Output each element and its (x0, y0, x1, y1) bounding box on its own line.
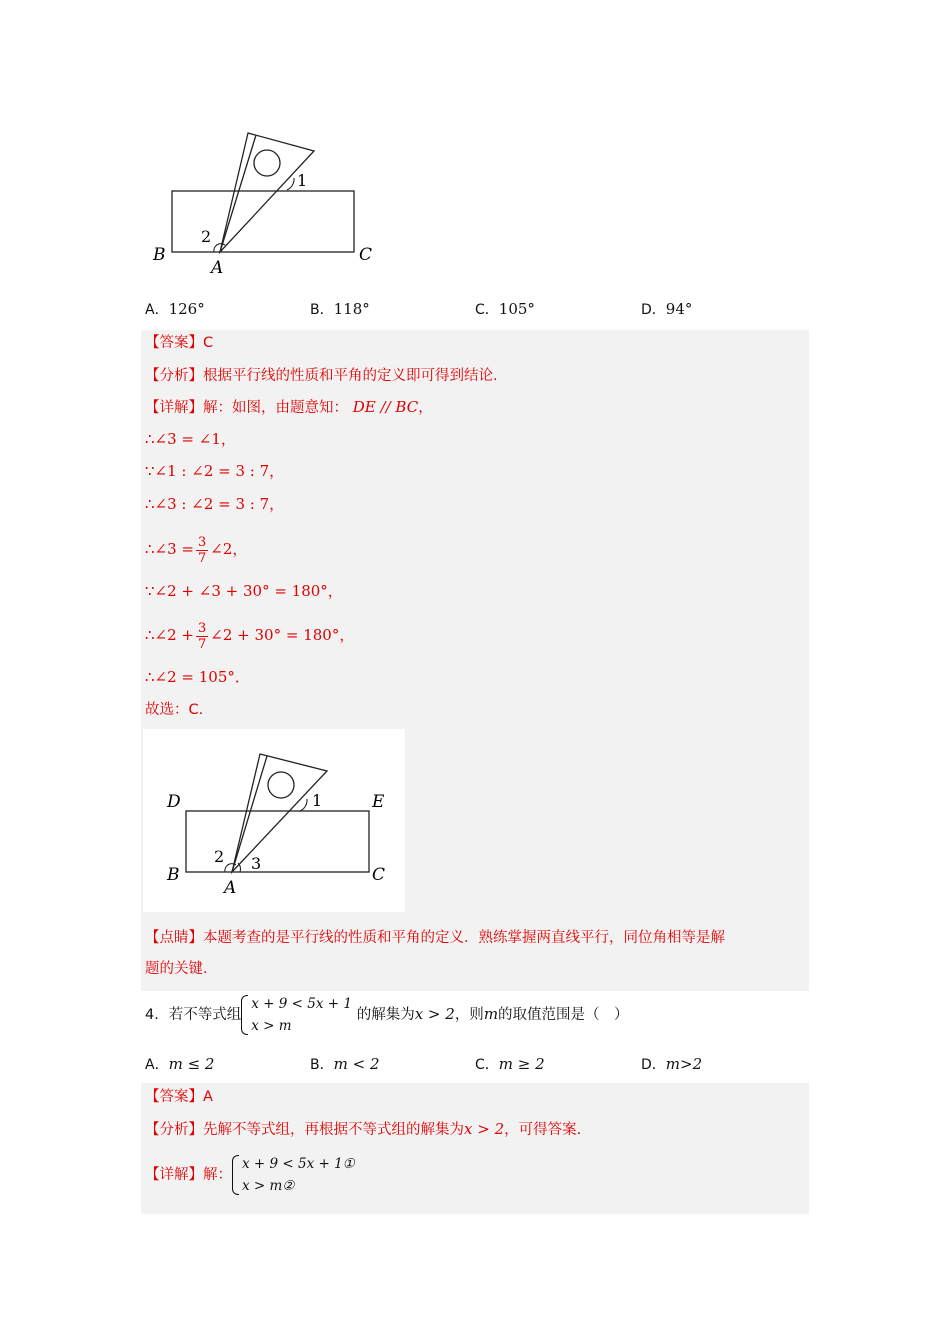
point-a-label: A (224, 878, 237, 898)
step-1: ∴∠3 = ∠1， (145, 430, 236, 448)
inequality-system: x + 9 < 5x + 1① x > m② (232, 1153, 355, 1197)
option-b[interactable]: B．118° (310, 300, 370, 318)
detail-line: 【详解】解：如图，由题意知： DE // BC， (145, 398, 433, 416)
step-5: ∵∠2 + ∠3 + 30° = 180°， (145, 582, 343, 600)
point-b-label: B (167, 865, 180, 885)
option-d[interactable]: D．94° (641, 300, 693, 318)
option-a[interactable]: A．m ≤ 2 (145, 1055, 215, 1073)
fraction: $\frac{3}{7}$ (198, 534, 207, 566)
comment-line-2: 题的关键. (145, 961, 208, 977)
step-2: ∵∠1 : ∠2 = 3 : 7， (145, 462, 285, 480)
point-e-label: E (372, 792, 385, 812)
question3-options (145, 299, 805, 325)
angle-3-label: 3 (251, 854, 262, 873)
option-c[interactable]: C．105° (475, 300, 535, 318)
solution-figure (143, 729, 405, 912)
step-6: ∴∠2 + $\frac{3}{7}$ ∠2 + 30° = 180°， (145, 620, 355, 652)
option-b[interactable]: B．m < 2 (310, 1055, 380, 1073)
answer-line: 【答案】A (145, 1089, 213, 1105)
option-c[interactable]: C．m ≥ 2 (475, 1055, 545, 1073)
inequality-system: x + 9 < 5x + 1 x > m (241, 993, 352, 1037)
step-7: ∴∠2 = 105°． (145, 668, 250, 686)
option-d[interactable]: D．m>2 (641, 1055, 703, 1073)
question3-solution-panel (141, 330, 809, 991)
point-c-label: C (372, 865, 386, 885)
point-b-label: B (153, 245, 166, 265)
step-3: ∴∠3 : ∠2 = 3 : 7， (145, 495, 285, 513)
question4-stem: 4．若不等式组 x + 9 < 5x + 1 x > m 的解集为x > 2，则m的取值范围是（ ） (145, 993, 629, 1041)
conclusion-line: 故选：C. (145, 702, 204, 718)
question3-figure (148, 126, 388, 276)
fraction: $\frac{3}{7}$ (198, 620, 207, 652)
question4-options (145, 1054, 805, 1080)
angle-1-label: 1 (297, 171, 308, 190)
point-d-label: D (167, 792, 181, 812)
detail-line: 【详解】解： x + 9 < 5x + 1① x > m② (145, 1153, 355, 1197)
analysis-line: 【分析】根据平行线的性质和平角的定义即可得到结论. (145, 368, 498, 384)
step-4: ∴∠3 = $\frac{3}{7}$ ∠2， (145, 534, 248, 566)
option-a[interactable]: A．126° (145, 300, 205, 318)
point-a-label: A (211, 258, 224, 276)
angle-1-label: 1 (312, 791, 323, 810)
analysis-line: 【分析】先解不等式组，再根据不等式组的解集为x > 2，可得答案. (145, 1120, 582, 1138)
answer-line: 【答案】C (145, 335, 214, 351)
angle-2-label: 2 (201, 227, 212, 246)
angle-2-label: 2 (214, 847, 225, 866)
question4-solution-panel (141, 1083, 809, 1214)
comment-line-1: 【点睛】本题考查的是平行线的性质和平角的定义．熟练掌握两直线平行，同位角相等是解 (145, 930, 725, 946)
point-c-label: C (359, 245, 373, 265)
